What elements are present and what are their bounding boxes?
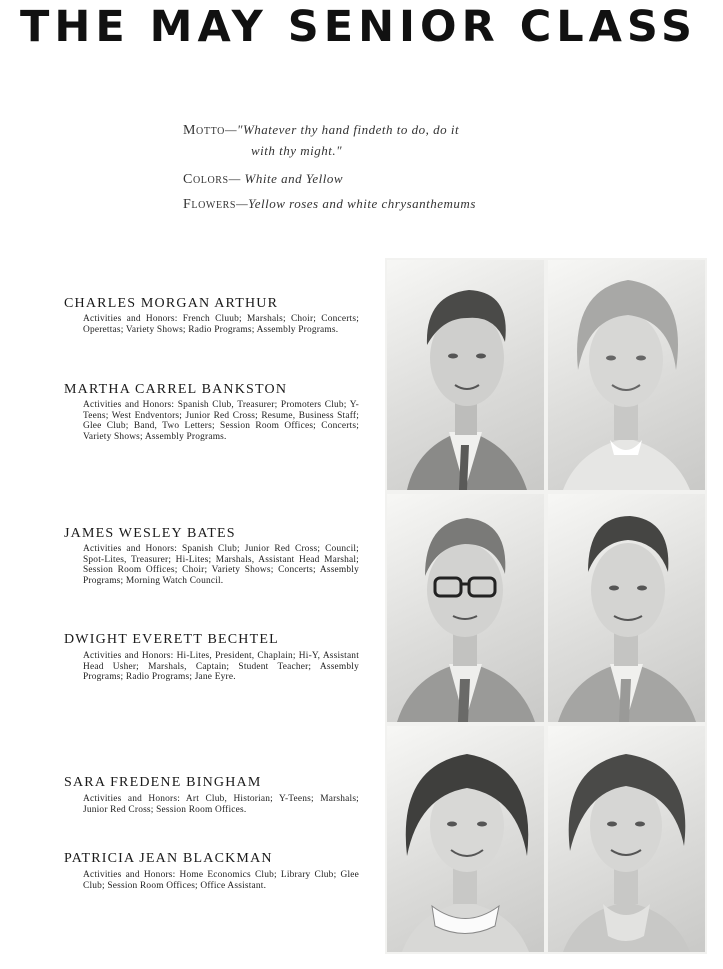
motto-text: —"Whatever thy hand findeth to do, do it	[224, 122, 460, 137]
senior-name: CHARLES MORGAN ARTHUR	[64, 296, 279, 311]
flowers-label: Flowers	[183, 197, 237, 212]
senior-activities: Activities and Honors: Spanish Club; Junior Red Cross; Council; Spot-Lites, Treasurer; Hi-Lites; Marshals, Assistant Head Marshal; Session Room Offices; Choir; Variety Shows; Concerts; Assembly Programs; Morning Watch Council.	[83, 544, 359, 586]
senior-name: DWIGHT EVERETT BECHTEL	[64, 632, 279, 647]
motto-line	[183, 122, 459, 139]
senior-activities: Activities and Honors: Home Economics Club; Library Club; Glee Club; Session Room Offices; Office Assistant.	[83, 870, 359, 891]
senior-activities: Activities and Honors: Hi-Lites, President, Chaplain; Hi-Y, Assistant Head Usher; Marshals, Captain; Student Teacher; Assembly Programs; Radio Programs; Jane Eyre.	[83, 651, 359, 682]
flowers-value: —Yellow roses and white chrysanthemums	[236, 196, 476, 211]
portrait-photo	[548, 494, 705, 722]
portrait-photo	[387, 494, 544, 722]
senior-activities: Activities and Honors: Art Club, Historian; Y-Teens; Marshals; Junior Red Cross; Session Room Offices.	[83, 794, 359, 815]
portrait-photo	[548, 726, 705, 952]
portrait-photo	[387, 260, 544, 490]
portrait-panel	[385, 258, 707, 954]
portrait-image	[387, 494, 544, 722]
senior-name: MARTHA CARREL BANKSTON	[64, 382, 288, 397]
motto-text-continued: with thy might."	[251, 143, 343, 158]
portrait-image	[387, 260, 544, 490]
senior-activities: Activities and Honors: Spanish Club, Treasurer; Promoters Club; Y-Teens; West Endventors; Junior Red Cross; Resume, Business Staff; Glee Club; Band, Two Letters; Session Room Offices; Concerts; Variety Shows; Assembly Programs.	[83, 400, 359, 442]
portrait-image	[548, 494, 705, 722]
portrait-photo	[387, 726, 544, 952]
flowers-line	[183, 196, 476, 213]
senior-name: SARA FREDENE BINGHAM	[64, 775, 262, 790]
senior-name: PATRICIA JEAN BLACKMAN	[64, 851, 273, 866]
motto-label: Motto	[183, 123, 225, 138]
senior-activities: Activities and Honors: French Cluub; Marshals; Choir; Concerts; Operettas; Variety Shows; Radio Programs; Assembly Programs.	[83, 314, 359, 335]
motto-line-2	[251, 143, 342, 159]
portrait-image	[548, 726, 705, 952]
colors-label: Colors	[183, 172, 229, 187]
senior-name: JAMES WESLEY BATES	[64, 526, 236, 541]
colors-value: — White and Yellow	[228, 171, 344, 186]
page-title: THE MAY SENIOR CLASS	[20, 2, 697, 52]
portrait-photo	[548, 260, 705, 490]
portrait-image	[548, 260, 705, 490]
colors-line	[183, 171, 343, 188]
portrait-image	[387, 726, 544, 952]
